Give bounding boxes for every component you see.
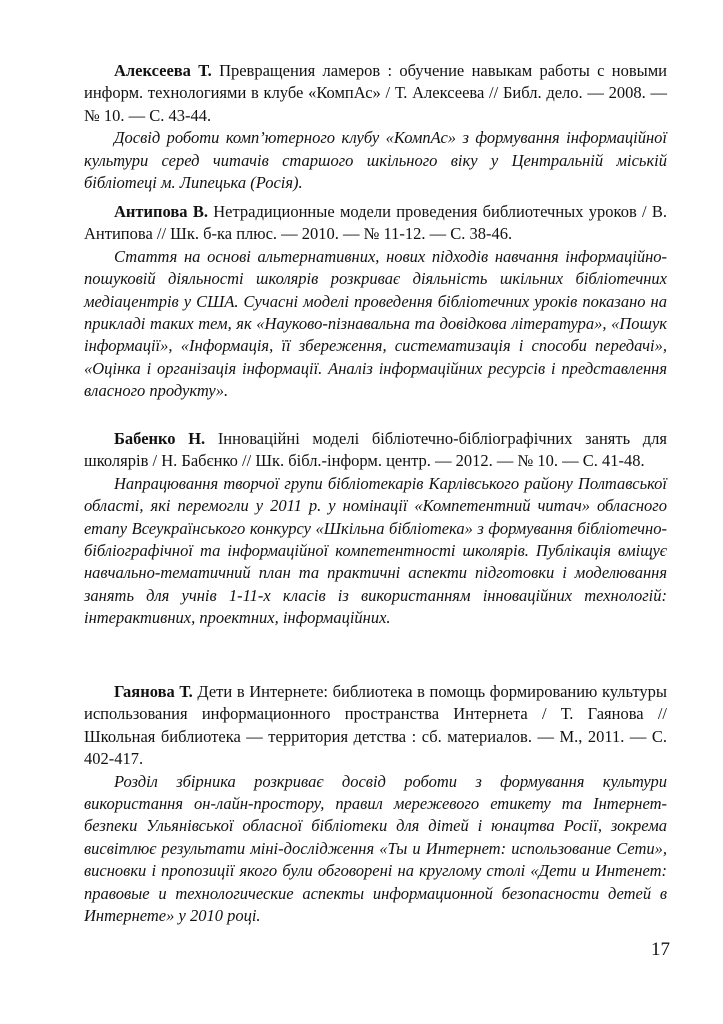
author-3: Бабенко Н.: [114, 429, 206, 448]
citation-3: [84, 428, 667, 473]
entry-3: [84, 428, 667, 630]
entry-4: [84, 681, 667, 927]
author-1: Алексеева Т.: [114, 61, 212, 80]
citation-text-1: Превращения ламеров : обучение навыкам работы с новыми информ. технологиями в клубе «КомпАс» / Т. Алексеева // Библ. дело. — 2008. —№ 10. — С. 43-44.: [84, 61, 667, 125]
author-2: Антипова В.: [114, 202, 208, 221]
entry-2: [84, 201, 667, 403]
annotation-2: Стаття на основі альтернативних, нових підходів навчання інформаційно-пошуковій діяльності школярів розкриває діяльність шкільних бібліотечних медіацентрів у США. Сучасні моделі проведення бібліотечних уроків показано на прикладі таких тем, як «Науково-пізнавальна та довідкова література», «Пошук інформації», «Інформація, її збереження, систематизація і способи передачі», «Оцінка і організація інформації. Аналіз інформаційних ресурсів і представлення власного продукту».: [84, 246, 667, 401]
citation-1: [84, 60, 667, 127]
citation-text-2: Нетрадиционные модели проведения библиотечных уроков / В. Антипова // Шк. б-ка плюс. — 2010. — № 11-12. — С. 38-46.: [84, 202, 667, 244]
entry-1: [84, 60, 667, 194]
author-4: Гаянова Т.: [114, 682, 193, 701]
annotation-1: Досвід роботи комп’ютерного клубу «КомпАс» з формування інформаційної культури серед читачів старшого шкільного віку у Центральній міській бібліотеці м. Липецька (Росія).: [84, 128, 667, 193]
annotation-4: Розділ збірника розкриває досвід роботи з формування культури використання он-лайн-простору, правил мережевого етикету та Інтернет-безпеки Ульянівської обласної бібліотеки для дітей і юнацтва Росії, зокрема висвітлює результати міні-дослідження «Ты и Интернет: использование Сети», висновки і пропозиції якого були обговорені на круглому столі «Дети и Интенет: правовые и технологические аспекты информационной безопасности детей в Интернете» у 2010 році.: [84, 771, 667, 926]
citation-4: [84, 681, 667, 771]
page-number: 17: [651, 939, 670, 960]
annotation-3: Напрацювання творчої групи бібліотекарів Карлівського району Полтавської області, які перемогли у 2011 р. у номінації «Компетентний читач» обласного етапу Всеукраїнського конкурсу «Шкільна бібліотека» з формування бібліотечно-бібліографічної та інформаційної компетентності школярів. Публікація вміщує навчально-тематичний план та практичні аспекти підготовки і моделювання занять для учнів 1-11-х класів із використанням інноваційних технологій: інтерактивних, проектних, інформаційних.: [84, 473, 667, 628]
citation-text-3: Інноваційні моделі бібліотечно-бібліографічних занять для школярів / Н. Бабєнко // Шк. бібл.-інформ. центр. — 2012. — № 10. — С. 41-48.: [84, 429, 667, 471]
citation-text-4: Дети в Интернете: библиотека в помощь формированию культуры использования информационного пространства Интернета / Т. Гаянова // Школьная библиотека — территория детства : сб. материалов. — М., 2011. — С. 402-417.: [84, 682, 667, 769]
citation-2: [84, 201, 667, 246]
